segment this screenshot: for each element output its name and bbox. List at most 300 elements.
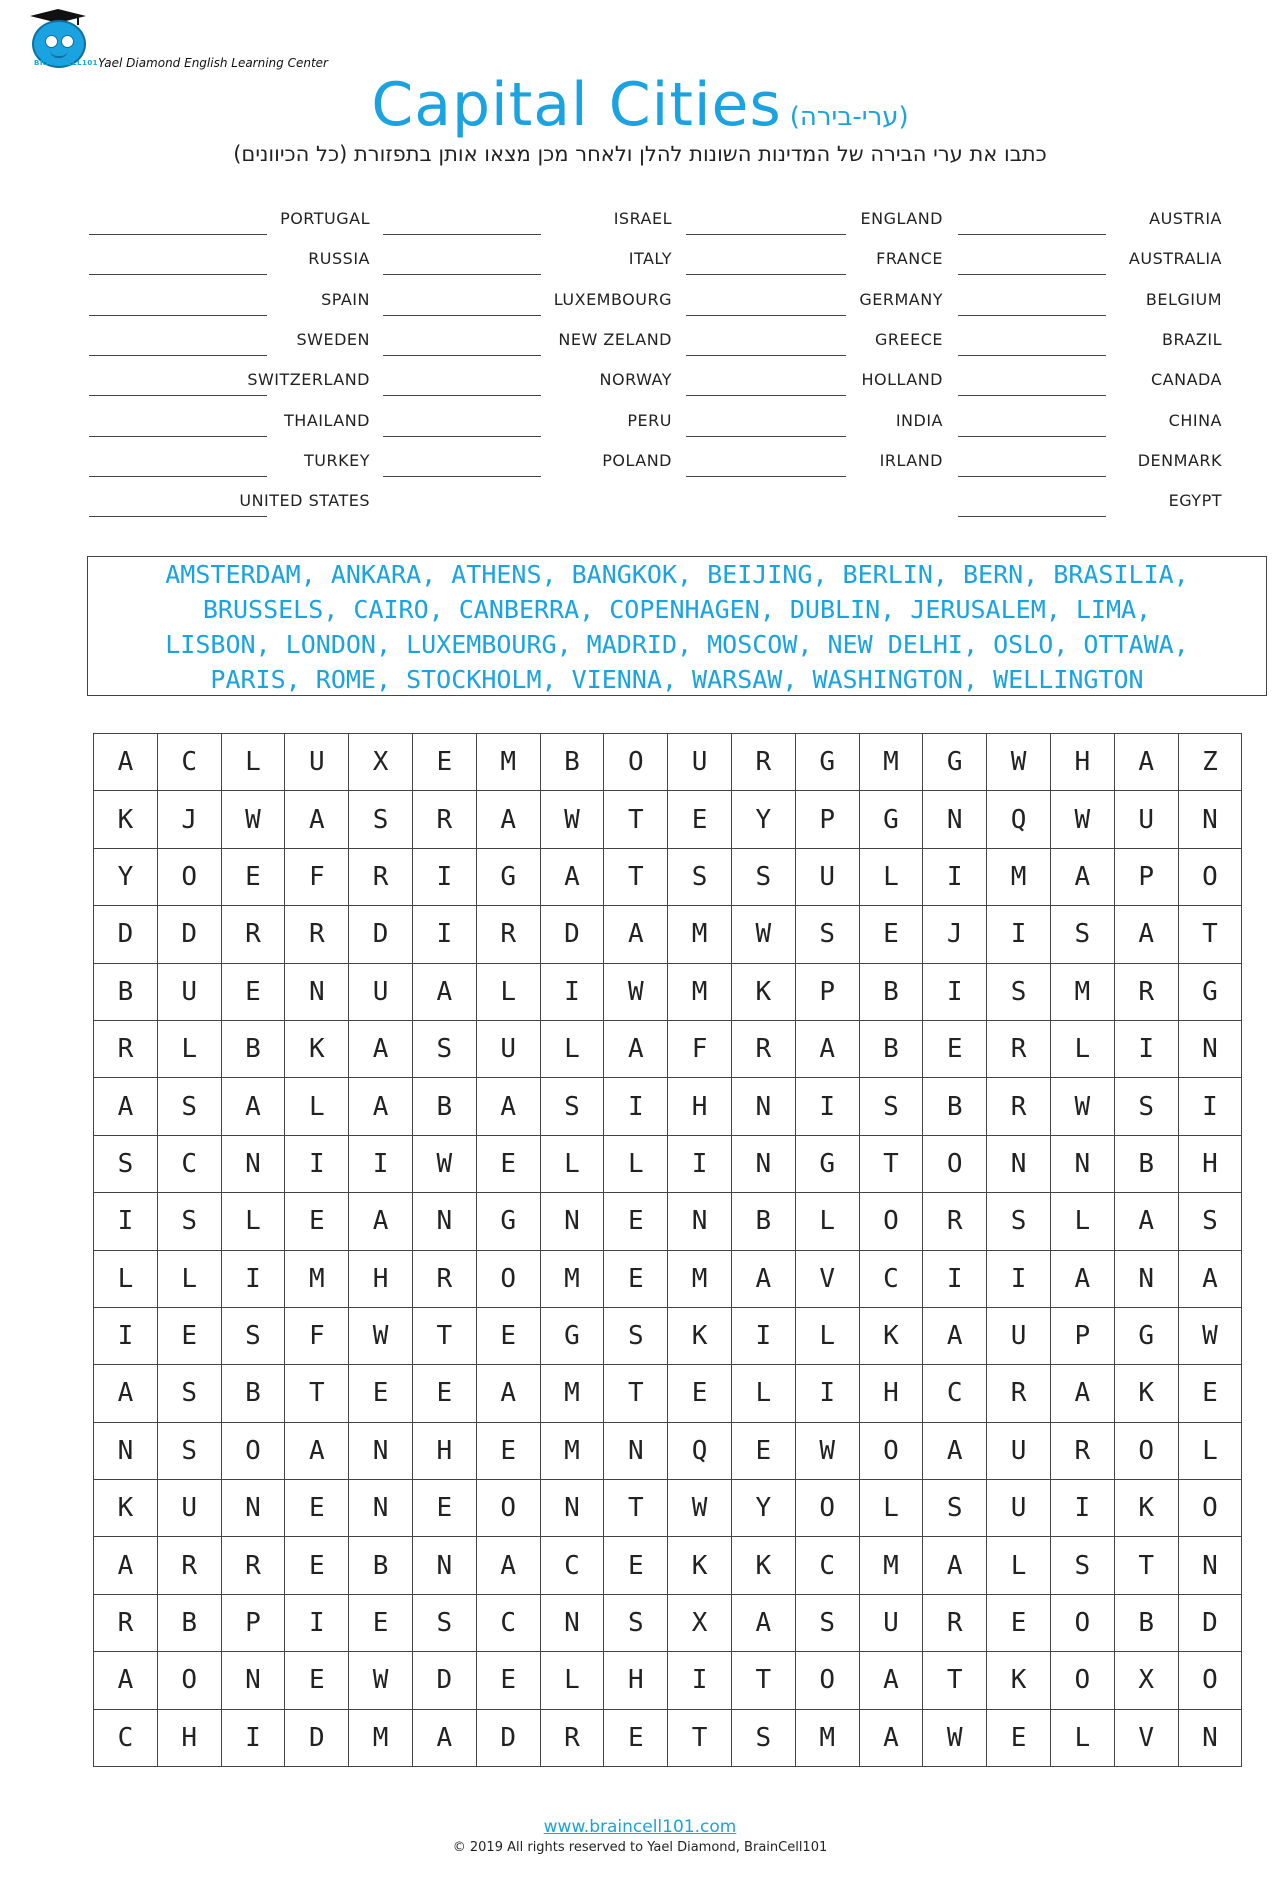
grid-cell[interactable]: E: [731, 1422, 795, 1479]
grid-cell[interactable]: A: [604, 906, 668, 963]
grid-cell[interactable]: R: [923, 1193, 987, 1250]
grid-cell[interactable]: I: [349, 1135, 413, 1192]
grid-cell[interactable]: N: [285, 963, 349, 1020]
grid-cell[interactable]: S: [668, 848, 732, 905]
grid-cell[interactable]: S: [604, 1594, 668, 1651]
grid-cell[interactable]: S: [94, 1135, 158, 1192]
grid-cell[interactable]: L: [731, 1365, 795, 1422]
grid-cell[interactable]: E: [604, 1709, 668, 1766]
grid-cell[interactable]: G: [540, 1307, 604, 1364]
grid-cell[interactable]: R: [157, 1537, 221, 1594]
grid-cell[interactable]: S: [412, 1594, 476, 1651]
grid-cell[interactable]: N: [1178, 1709, 1242, 1766]
grid-cell[interactable]: B: [157, 1594, 221, 1651]
grid-cell[interactable]: I: [668, 1652, 732, 1709]
grid-cell[interactable]: W: [412, 1135, 476, 1192]
grid-cell[interactable]: M: [668, 906, 732, 963]
grid-cell[interactable]: W: [987, 734, 1051, 791]
grid-cell[interactable]: U: [987, 1307, 1051, 1364]
grid-cell[interactable]: O: [859, 1422, 923, 1479]
grid-cell[interactable]: O: [476, 1250, 540, 1307]
grid-cell[interactable]: A: [540, 848, 604, 905]
grid-cell[interactable]: A: [94, 1652, 158, 1709]
grid-cell[interactable]: N: [94, 1422, 158, 1479]
grid-cell[interactable]: W: [731, 906, 795, 963]
grid-cell[interactable]: G: [1114, 1307, 1178, 1364]
grid-cell[interactable]: R: [987, 1078, 1051, 1135]
grid-cell[interactable]: U: [349, 963, 413, 1020]
grid-cell[interactable]: W: [1050, 791, 1114, 848]
grid-cell[interactable]: N: [412, 1193, 476, 1250]
grid-cell[interactable]: E: [476, 1422, 540, 1479]
grid-cell[interactable]: P: [1114, 848, 1178, 905]
grid-cell[interactable]: L: [540, 1020, 604, 1077]
grid-cell[interactable]: R: [476, 906, 540, 963]
grid-cell[interactable]: R: [1114, 963, 1178, 1020]
grid-cell[interactable]: N: [987, 1135, 1051, 1192]
grid-cell[interactable]: I: [412, 848, 476, 905]
grid-cell[interactable]: S: [349, 791, 413, 848]
grid-cell[interactable]: A: [349, 1193, 413, 1250]
grid-cell[interactable]: I: [987, 1250, 1051, 1307]
grid-cell[interactable]: E: [349, 1365, 413, 1422]
grid-cell[interactable]: A: [476, 1078, 540, 1135]
grid-cell[interactable]: Y: [731, 1480, 795, 1537]
grid-cell[interactable]: T: [412, 1307, 476, 1364]
grid-cell[interactable]: M: [859, 734, 923, 791]
grid-cell[interactable]: O: [157, 1652, 221, 1709]
grid-cell[interactable]: K: [1114, 1365, 1178, 1422]
grid-cell[interactable]: L: [157, 1250, 221, 1307]
grid-cell[interactable]: F: [285, 848, 349, 905]
grid-cell[interactable]: C: [795, 1537, 859, 1594]
grid-cell[interactable]: U: [157, 963, 221, 1020]
grid-cell[interactable]: P: [795, 963, 859, 1020]
grid-cell[interactable]: N: [668, 1193, 732, 1250]
grid-cell[interactable]: O: [795, 1652, 859, 1709]
grid-cell[interactable]: I: [285, 1135, 349, 1192]
grid-cell[interactable]: E: [285, 1652, 349, 1709]
grid-cell[interactable]: I: [795, 1365, 859, 1422]
grid-cell[interactable]: E: [412, 1480, 476, 1537]
grid-cell[interactable]: S: [157, 1365, 221, 1422]
grid-cell[interactable]: A: [412, 963, 476, 1020]
grid-cell[interactable]: A: [1050, 1365, 1114, 1422]
grid-cell[interactable]: G: [923, 734, 987, 791]
grid-cell[interactable]: E: [987, 1594, 1051, 1651]
grid-cell[interactable]: U: [285, 734, 349, 791]
grid-cell[interactable]: K: [987, 1652, 1051, 1709]
grid-cell[interactable]: S: [157, 1078, 221, 1135]
grid-cell[interactable]: I: [604, 1078, 668, 1135]
grid-cell[interactable]: B: [540, 734, 604, 791]
grid-cell[interactable]: E: [285, 1193, 349, 1250]
grid-cell[interactable]: E: [476, 1135, 540, 1192]
grid-cell[interactable]: J: [157, 791, 221, 848]
grid-cell[interactable]: W: [668, 1480, 732, 1537]
grid-cell[interactable]: M: [859, 1537, 923, 1594]
grid-cell[interactable]: K: [668, 1307, 732, 1364]
grid-cell[interactable]: Q: [987, 791, 1051, 848]
grid-cell[interactable]: O: [1114, 1422, 1178, 1479]
grid-cell[interactable]: G: [1178, 963, 1242, 1020]
grid-cell[interactable]: S: [604, 1307, 668, 1364]
grid-cell[interactable]: E: [604, 1250, 668, 1307]
grid-cell[interactable]: O: [1178, 1652, 1242, 1709]
grid-cell[interactable]: U: [1114, 791, 1178, 848]
grid-cell[interactable]: N: [923, 791, 987, 848]
grid-cell[interactable]: W: [1178, 1307, 1242, 1364]
grid-cell[interactable]: S: [859, 1078, 923, 1135]
grid-cell[interactable]: R: [987, 1020, 1051, 1077]
grid-cell[interactable]: E: [668, 791, 732, 848]
grid-cell[interactable]: M: [987, 848, 1051, 905]
grid-cell[interactable]: S: [795, 906, 859, 963]
grid-cell[interactable]: D: [349, 906, 413, 963]
grid-cell[interactable]: M: [476, 734, 540, 791]
grid-cell[interactable]: E: [221, 963, 285, 1020]
grid-cell[interactable]: D: [1178, 1594, 1242, 1651]
grid-cell[interactable]: S: [412, 1020, 476, 1077]
grid-cell[interactable]: A: [349, 1078, 413, 1135]
grid-cell[interactable]: R: [221, 906, 285, 963]
grid-cell[interactable]: S: [731, 1709, 795, 1766]
grid-cell[interactable]: A: [923, 1307, 987, 1364]
grid-cell[interactable]: K: [731, 1537, 795, 1594]
grid-cell[interactable]: T: [859, 1135, 923, 1192]
grid-cell[interactable]: A: [1178, 1250, 1242, 1307]
grid-cell[interactable]: N: [1178, 791, 1242, 848]
grid-cell[interactable]: A: [412, 1709, 476, 1766]
grid-cell[interactable]: E: [349, 1594, 413, 1651]
grid-cell[interactable]: N: [412, 1537, 476, 1594]
grid-cell[interactable]: B: [923, 1078, 987, 1135]
grid-cell[interactable]: A: [923, 1422, 987, 1479]
grid-cell[interactable]: L: [94, 1250, 158, 1307]
grid-cell[interactable]: M: [1050, 963, 1114, 1020]
grid-cell[interactable]: A: [221, 1078, 285, 1135]
grid-cell[interactable]: G: [476, 1193, 540, 1250]
grid-cell[interactable]: D: [540, 906, 604, 963]
grid-cell[interactable]: Y: [94, 848, 158, 905]
grid-cell[interactable]: T: [604, 1480, 668, 1537]
grid-cell[interactable]: O: [1050, 1594, 1114, 1651]
grid-cell[interactable]: K: [1114, 1480, 1178, 1537]
grid-cell[interactable]: E: [923, 1020, 987, 1077]
grid-cell[interactable]: V: [1114, 1709, 1178, 1766]
grid-cell[interactable]: O: [476, 1480, 540, 1537]
grid-cell[interactable]: E: [412, 1365, 476, 1422]
grid-cell[interactable]: E: [668, 1365, 732, 1422]
grid-cell[interactable]: R: [1050, 1422, 1114, 1479]
grid-cell[interactable]: B: [221, 1365, 285, 1422]
grid-cell[interactable]: B: [221, 1020, 285, 1077]
grid-cell[interactable]: R: [540, 1709, 604, 1766]
grid-cell[interactable]: L: [859, 848, 923, 905]
grid-cell[interactable]: A: [731, 1594, 795, 1651]
grid-cell[interactable]: K: [859, 1307, 923, 1364]
grid-cell[interactable]: O: [923, 1135, 987, 1192]
grid-cell[interactable]: S: [987, 963, 1051, 1020]
grid-cell[interactable]: B: [94, 963, 158, 1020]
grid-cell[interactable]: L: [221, 734, 285, 791]
grid-cell[interactable]: C: [157, 734, 221, 791]
grid-cell[interactable]: I: [540, 963, 604, 1020]
grid-cell[interactable]: C: [476, 1594, 540, 1651]
grid-cell[interactable]: Y: [731, 791, 795, 848]
grid-cell[interactable]: G: [795, 1135, 859, 1192]
grid-cell[interactable]: O: [221, 1422, 285, 1479]
grid-cell[interactable]: E: [157, 1307, 221, 1364]
grid-cell[interactable]: A: [604, 1020, 668, 1077]
grid-cell[interactable]: I: [923, 963, 987, 1020]
grid-cell[interactable]: S: [1050, 906, 1114, 963]
grid-cell[interactable]: N: [1178, 1537, 1242, 1594]
grid-cell[interactable]: A: [859, 1652, 923, 1709]
grid-cell[interactable]: U: [795, 848, 859, 905]
grid-cell[interactable]: O: [604, 734, 668, 791]
grid-cell[interactable]: T: [1178, 906, 1242, 963]
grid-cell[interactable]: F: [668, 1020, 732, 1077]
grid-cell[interactable]: A: [1050, 1250, 1114, 1307]
grid-cell[interactable]: C: [923, 1365, 987, 1422]
grid-cell[interactable]: D: [476, 1709, 540, 1766]
grid-cell[interactable]: A: [795, 1020, 859, 1077]
grid-cell[interactable]: O: [859, 1193, 923, 1250]
grid-cell[interactable]: I: [1114, 1020, 1178, 1077]
grid-cell[interactable]: I: [668, 1135, 732, 1192]
grid-cell[interactable]: K: [94, 1480, 158, 1537]
grid-cell[interactable]: O: [157, 848, 221, 905]
grid-cell[interactable]: W: [795, 1422, 859, 1479]
grid-cell[interactable]: I: [731, 1307, 795, 1364]
grid-cell[interactable]: L: [1050, 1709, 1114, 1766]
grid-cell[interactable]: I: [412, 906, 476, 963]
grid-cell[interactable]: S: [795, 1594, 859, 1651]
grid-cell[interactable]: U: [668, 734, 732, 791]
grid-cell[interactable]: P: [795, 791, 859, 848]
grid-cell[interactable]: L: [476, 963, 540, 1020]
grid-cell[interactable]: R: [94, 1020, 158, 1077]
grid-cell[interactable]: I: [94, 1193, 158, 1250]
grid-cell[interactable]: R: [221, 1537, 285, 1594]
grid-cell[interactable]: U: [476, 1020, 540, 1077]
grid-cell[interactable]: W: [1050, 1078, 1114, 1135]
grid-cell[interactable]: S: [1050, 1537, 1114, 1594]
grid-cell[interactable]: N: [1114, 1250, 1178, 1307]
grid-cell[interactable]: U: [859, 1594, 923, 1651]
grid-cell[interactable]: A: [923, 1537, 987, 1594]
grid-cell[interactable]: R: [731, 1020, 795, 1077]
grid-cell[interactable]: A: [285, 791, 349, 848]
grid-cell[interactable]: C: [540, 1537, 604, 1594]
grid-cell[interactable]: O: [1178, 848, 1242, 905]
grid-cell[interactable]: S: [987, 1193, 1051, 1250]
grid-cell[interactable]: L: [285, 1078, 349, 1135]
grid-cell[interactable]: D: [285, 1709, 349, 1766]
grid-cell[interactable]: K: [94, 791, 158, 848]
grid-cell[interactable]: D: [94, 906, 158, 963]
grid-cell[interactable]: R: [987, 1365, 1051, 1422]
grid-cell[interactable]: D: [412, 1652, 476, 1709]
grid-cell[interactable]: K: [668, 1537, 732, 1594]
grid-cell[interactable]: H: [157, 1709, 221, 1766]
grid-cell[interactable]: W: [349, 1652, 413, 1709]
grid-cell[interactable]: M: [795, 1709, 859, 1766]
grid-cell[interactable]: W: [540, 791, 604, 848]
grid-cell[interactable]: X: [668, 1594, 732, 1651]
grid-cell[interactable]: E: [412, 734, 476, 791]
grid-cell[interactable]: T: [285, 1365, 349, 1422]
grid-cell[interactable]: R: [412, 791, 476, 848]
grid-cell[interactable]: A: [1114, 734, 1178, 791]
grid-cell[interactable]: T: [923, 1652, 987, 1709]
grid-cell[interactable]: M: [540, 1365, 604, 1422]
grid-cell[interactable]: T: [1114, 1537, 1178, 1594]
grid-cell[interactable]: N: [221, 1652, 285, 1709]
grid-cell[interactable]: M: [540, 1422, 604, 1479]
grid-cell[interactable]: N: [1050, 1135, 1114, 1192]
grid-cell[interactable]: U: [157, 1480, 221, 1537]
grid-cell[interactable]: M: [540, 1250, 604, 1307]
grid-cell[interactable]: R: [412, 1250, 476, 1307]
grid-cell[interactable]: L: [859, 1480, 923, 1537]
grid-cell[interactable]: E: [1178, 1365, 1242, 1422]
grid-cell[interactable]: F: [285, 1307, 349, 1364]
grid-cell[interactable]: L: [1178, 1422, 1242, 1479]
grid-cell[interactable]: N: [540, 1594, 604, 1651]
grid-cell[interactable]: A: [476, 1365, 540, 1422]
grid-cell[interactable]: A: [349, 1020, 413, 1077]
grid-cell[interactable]: O: [795, 1480, 859, 1537]
grid-cell[interactable]: L: [540, 1652, 604, 1709]
grid-cell[interactable]: C: [859, 1250, 923, 1307]
grid-cell[interactable]: N: [731, 1135, 795, 1192]
grid-cell[interactable]: A: [94, 1078, 158, 1135]
grid-cell[interactable]: A: [94, 1365, 158, 1422]
grid-cell[interactable]: E: [221, 848, 285, 905]
grid-cell[interactable]: H: [604, 1652, 668, 1709]
grid-cell[interactable]: E: [987, 1709, 1051, 1766]
grid-cell[interactable]: T: [668, 1709, 732, 1766]
grid-cell[interactable]: E: [604, 1537, 668, 1594]
grid-cell[interactable]: G: [795, 734, 859, 791]
grid-cell[interactable]: B: [859, 1020, 923, 1077]
grid-cell[interactable]: K: [285, 1020, 349, 1077]
grid-cell[interactable]: N: [349, 1480, 413, 1537]
grid-cell[interactable]: N: [540, 1480, 604, 1537]
grid-cell[interactable]: A: [1114, 906, 1178, 963]
grid-cell[interactable]: N: [221, 1135, 285, 1192]
grid-cell[interactable]: W: [923, 1709, 987, 1766]
grid-cell[interactable]: A: [859, 1709, 923, 1766]
grid-cell[interactable]: R: [94, 1594, 158, 1651]
grid-cell[interactable]: P: [221, 1594, 285, 1651]
grid-cell[interactable]: N: [604, 1422, 668, 1479]
grid-cell[interactable]: W: [349, 1307, 413, 1364]
footer-url[interactable]: www.braincell101.com: [543, 1817, 737, 1837]
grid-cell[interactable]: R: [349, 848, 413, 905]
grid-cell[interactable]: S: [1114, 1078, 1178, 1135]
grid-cell[interactable]: X: [1114, 1652, 1178, 1709]
grid-cell[interactable]: I: [923, 1250, 987, 1307]
grid-cell[interactable]: Q: [668, 1422, 732, 1479]
grid-cell[interactable]: N: [1178, 1020, 1242, 1077]
grid-cell[interactable]: L: [987, 1537, 1051, 1594]
grid-cell[interactable]: N: [731, 1078, 795, 1135]
grid-cell[interactable]: S: [731, 848, 795, 905]
grid-cell[interactable]: I: [94, 1307, 158, 1364]
grid-cell[interactable]: I: [923, 848, 987, 905]
grid-cell[interactable]: B: [731, 1193, 795, 1250]
grid-cell[interactable]: I: [987, 906, 1051, 963]
grid-cell[interactable]: B: [412, 1078, 476, 1135]
grid-cell[interactable]: I: [285, 1594, 349, 1651]
grid-cell[interactable]: R: [285, 906, 349, 963]
grid-cell[interactable]: S: [157, 1422, 221, 1479]
grid-cell[interactable]: T: [731, 1652, 795, 1709]
grid-cell[interactable]: J: [923, 906, 987, 963]
grid-cell[interactable]: T: [604, 848, 668, 905]
grid-cell[interactable]: U: [987, 1480, 1051, 1537]
grid-cell[interactable]: B: [859, 963, 923, 1020]
grid-cell[interactable]: A: [476, 1537, 540, 1594]
grid-cell[interactable]: E: [476, 1307, 540, 1364]
grid-cell[interactable]: L: [604, 1135, 668, 1192]
grid-cell[interactable]: E: [859, 906, 923, 963]
grid-cell[interactable]: Z: [1178, 734, 1242, 791]
grid-cell[interactable]: M: [285, 1250, 349, 1307]
grid-cell[interactable]: I: [221, 1250, 285, 1307]
grid-cell[interactable]: A: [1050, 848, 1114, 905]
grid-cell[interactable]: W: [221, 791, 285, 848]
grid-cell[interactable]: A: [94, 734, 158, 791]
grid-cell[interactable]: L: [795, 1193, 859, 1250]
grid-cell[interactable]: I: [795, 1078, 859, 1135]
grid-cell[interactable]: L: [1050, 1020, 1114, 1077]
grid-cell[interactable]: R: [923, 1594, 987, 1651]
grid-cell[interactable]: N: [540, 1193, 604, 1250]
grid-cell[interactable]: C: [94, 1709, 158, 1766]
grid-cell[interactable]: G: [859, 791, 923, 848]
grid-cell[interactable]: H: [349, 1250, 413, 1307]
grid-cell[interactable]: K: [731, 963, 795, 1020]
grid-cell[interactable]: V: [795, 1250, 859, 1307]
grid-cell[interactable]: H: [1178, 1135, 1242, 1192]
grid-cell[interactable]: U: [987, 1422, 1051, 1479]
grid-cell[interactable]: E: [476, 1652, 540, 1709]
grid-cell[interactable]: A: [285, 1422, 349, 1479]
grid-cell[interactable]: S: [221, 1307, 285, 1364]
grid-cell[interactable]: T: [604, 791, 668, 848]
grid-cell[interactable]: T: [604, 1365, 668, 1422]
grid-cell[interactable]: O: [1050, 1652, 1114, 1709]
grid-cell[interactable]: L: [1050, 1193, 1114, 1250]
grid-cell[interactable]: L: [795, 1307, 859, 1364]
grid-cell[interactable]: L: [221, 1193, 285, 1250]
grid-cell[interactable]: L: [157, 1020, 221, 1077]
grid-cell[interactable]: A: [1114, 1193, 1178, 1250]
grid-cell[interactable]: H: [859, 1365, 923, 1422]
grid-cell[interactable]: I: [1178, 1078, 1242, 1135]
grid-cell[interactable]: S: [157, 1193, 221, 1250]
grid-cell[interactable]: N: [349, 1422, 413, 1479]
grid-cell[interactable]: G: [476, 848, 540, 905]
grid-cell[interactable]: O: [1178, 1480, 1242, 1537]
grid-cell[interactable]: D: [157, 906, 221, 963]
grid-cell[interactable]: M: [668, 963, 732, 1020]
grid-cell[interactable]: A: [94, 1537, 158, 1594]
